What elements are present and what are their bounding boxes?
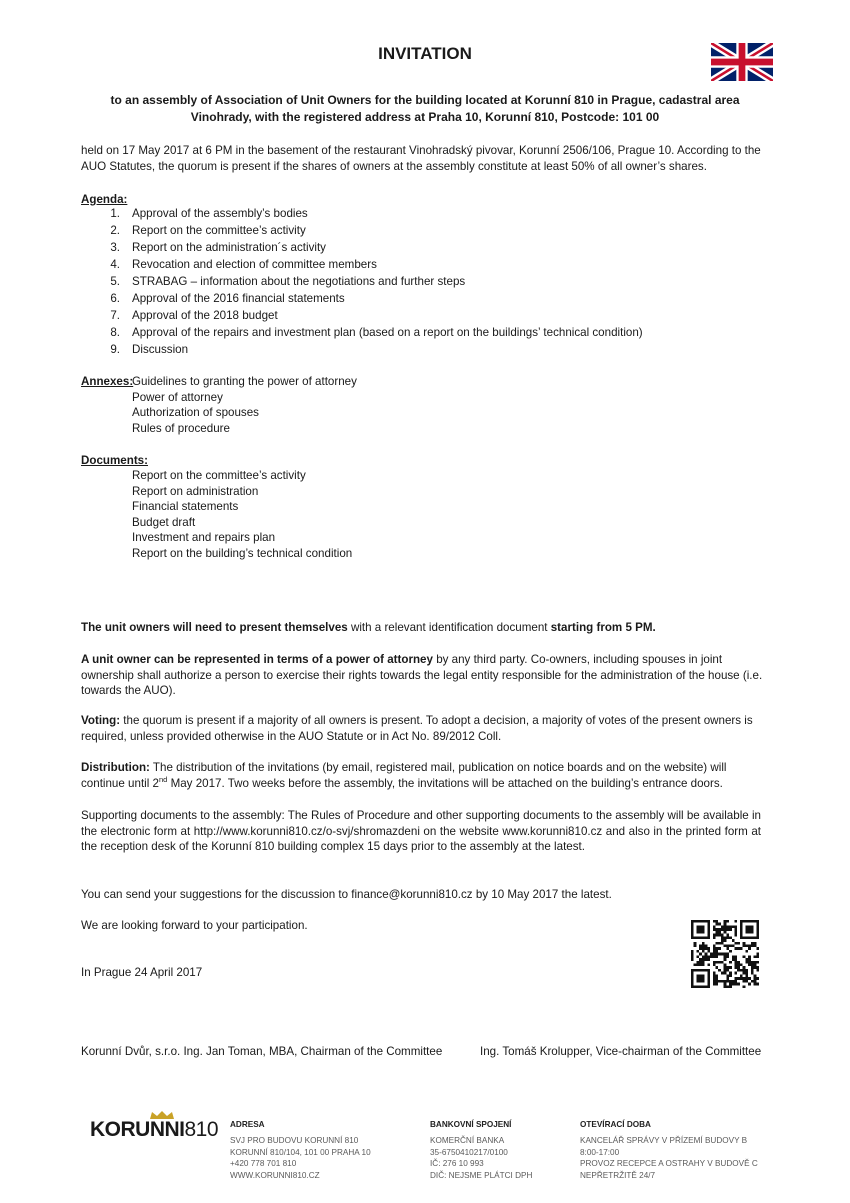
footer-hours-line: PROVOZ RECEPCE A OSTRAHY V BUDOVĚ C: [580, 1159, 758, 1169]
agenda-item-text: Discussion: [132, 343, 189, 356]
vice-chairman-signature-line: Ing. Tomáš Krolupper, Vice-chairman of the Committee: [480, 1045, 762, 1058]
annex-item: Authorization of spouses: [132, 406, 259, 419]
agenda-item-number: 1.: [110, 207, 120, 220]
distribution-paragraph: [81, 760, 761, 791]
agenda-item-number: 3.: [110, 241, 120, 254]
distribution-bold: Distribution:: [81, 761, 150, 774]
document-item: Report on the committee’s activity: [132, 469, 306, 482]
korunni810-logo: [90, 1117, 218, 1143]
footer-opening-hours: [580, 1119, 758, 1181]
document-item: Report on administration: [132, 485, 259, 498]
document-item: Budget draft: [132, 516, 196, 529]
subtitle-line-1: to an assembly of Association of Unit Owners for the building located at Korunní 810 in Prague, cadastral area: [110, 93, 740, 107]
agenda-item-text: STRABAG – information about the negotiations and further steps: [132, 275, 466, 288]
agenda-item-number: 7.: [110, 309, 120, 322]
footer-bank-line: 35-6750410217/0100: [430, 1147, 508, 1157]
presence-bold-lead: The unit owners will need to present themselves: [81, 621, 348, 634]
agenda-item-number: 8.: [110, 326, 120, 339]
agenda-heading: Agenda:: [81, 193, 128, 206]
documents-heading: Documents:: [81, 454, 148, 467]
voting-text: the quorum is present if a majority of all owners is present. To adopt a decision, a majority of votes of the present owners is required, unless provided otherwise in the AUO Statute or in Act No. 89/2012 Coll.: [81, 714, 753, 743]
annex-item: Rules of procedure: [132, 422, 230, 435]
agenda-item-text: Approval of the 2016 financial statements: [132, 292, 345, 305]
agenda-item-number: 6.: [110, 292, 120, 305]
agenda-item-number: 5.: [110, 275, 120, 288]
voting-paragraph: [81, 713, 761, 744]
qr-code: [691, 920, 759, 988]
distribution-ordinal: nd: [159, 774, 168, 784]
document-title: INVITATION: [378, 44, 472, 63]
footer-bank-line: DIČ: NEJSME PLÁTCI DPH: [430, 1170, 533, 1180]
footer-hours-line: NEPŘETRŽITĚ 24/7: [580, 1170, 656, 1180]
footer-bank: [430, 1119, 532, 1181]
footer-bank-line: IČ: 276 10 993: [430, 1159, 484, 1169]
agenda-item-text: Revocation and election of committee members: [132, 258, 377, 271]
footer-address: [230, 1119, 371, 1181]
subtitle-line-2: Vinohrady, with the registered address at Praha 10, Korunní 810, Postcode: 101 00: [190, 110, 660, 124]
agenda-item-text: Approval of the assembly’s bodies: [132, 207, 308, 220]
agenda-item-number: 2.: [110, 224, 120, 237]
agenda-item-number: 4.: [110, 258, 120, 271]
agenda-item-text: Report on the administration´s activity: [132, 241, 326, 254]
footer-hours-heading: OTEVÍRACÍ DOBA: [580, 1120, 651, 1129]
document-item: Financial statements: [132, 500, 239, 513]
uk-flag-icon: [711, 43, 773, 81]
intro-paragraph: held on 17 May 2017 at 6 PM in the basement of the restaurant Vinohradský pivovar, Korunní 2506/106, Prague 10. According to the AUO Statutes, the quorum is present if the shares of owners at the assembly constitute at least 50% of all owner’s shares.: [81, 144, 761, 173]
footer-bank-heading: BANKOVNÍ SPOJENÍ: [430, 1120, 512, 1129]
presence-text: with a relevant identification document: [347, 621, 551, 634]
agenda-item-text: Approval of the 2018 budget: [132, 309, 278, 322]
agenda-item-number: 9.: [110, 343, 120, 356]
footer-bank-line: KOMERČNÍ BANKA: [430, 1136, 505, 1146]
footer-address-line: SVJ PRO BUDOVU KORUNNÍ 810: [230, 1136, 359, 1146]
voting-bold: Voting:: [81, 714, 121, 727]
closing-line: We are looking forward to your participation.: [81, 919, 308, 932]
agenda-item-text: Approval of the repairs and investment plan (based on a report on the buildings’ technical condition): [132, 326, 643, 339]
footer-address-line: +420 778 701 810: [230, 1159, 297, 1169]
distribution-text-a: The distribution of the invitations (by email, registered mail, publication on notice boards and on the website) will continue until 2: [81, 761, 727, 790]
annex-item: Power of attorney: [132, 391, 223, 404]
footer-address-heading: ADRESA: [230, 1120, 265, 1129]
representation-paragraph: [81, 652, 771, 699]
footer-hours-line: 8:00-17:00: [580, 1147, 620, 1157]
footer-address-line: WWW.KORUNNI810.CZ: [230, 1170, 320, 1180]
suggestions-paragraph: You can send your suggestions for the discussion to finance@korunni810.cz by 10 May 2017 the latest.: [81, 888, 612, 901]
presence-bold-time: starting from 5 PM.: [550, 621, 656, 634]
representation-bold: A unit owner can be represented in terms of a power of attorney: [81, 653, 433, 666]
representation-text: by any third party. Co-owners, including spouses in joint ownership shall authorize a person to exercise their rights towards the legal entity responsible for the administration of the house (i.e. towards the AUO).: [81, 653, 763, 697]
agenda-item-text: Report on the committee’s activity: [132, 224, 306, 237]
logo-wordmark: KORUNNI: [90, 1118, 185, 1141]
document-item: Investment and repairs plan: [132, 531, 276, 544]
distribution-text-b: May 2017. Two weeks before the assembly, the invitations will be attached on the building’s entrance doors.: [167, 776, 723, 790]
footer-hours-line: KANCELÁŘ SPRÁVY V PŘÍZEMÍ BUDOVY B: [580, 1136, 748, 1146]
logo-number: 810: [184, 1118, 219, 1141]
annex-item: Guidelines to granting the power of attorney: [132, 375, 357, 388]
supporting-documents-paragraph: Supporting documents to the assembly: The Rules of Procedure and other supporting documents to the assembly will be available in the electronic form at http://www.korunni810.cz/o-svj/shromazdeni on the website www.korunni810.cz and also in the printed form at the reception desk of the Korunní 810 building complex 15 days prior to the assembly at the latest.: [81, 809, 761, 853]
footer-address-line: KORUNNÍ 810/104, 101 00 PRAHA 10: [230, 1147, 371, 1157]
chairman-signature-line: Korunní Dvůr, s.r.o. Ing. Jan Toman, MBA, Chairman of the Committee: [81, 1045, 443, 1058]
document-item: Report on the building’s technical condition: [132, 547, 353, 560]
place-and-date: In Prague 24 April 2017: [81, 966, 203, 979]
annexes-heading: Annexes:: [81, 375, 134, 388]
document-subtitle: [90, 92, 760, 126]
presence-paragraph: [81, 620, 761, 636]
